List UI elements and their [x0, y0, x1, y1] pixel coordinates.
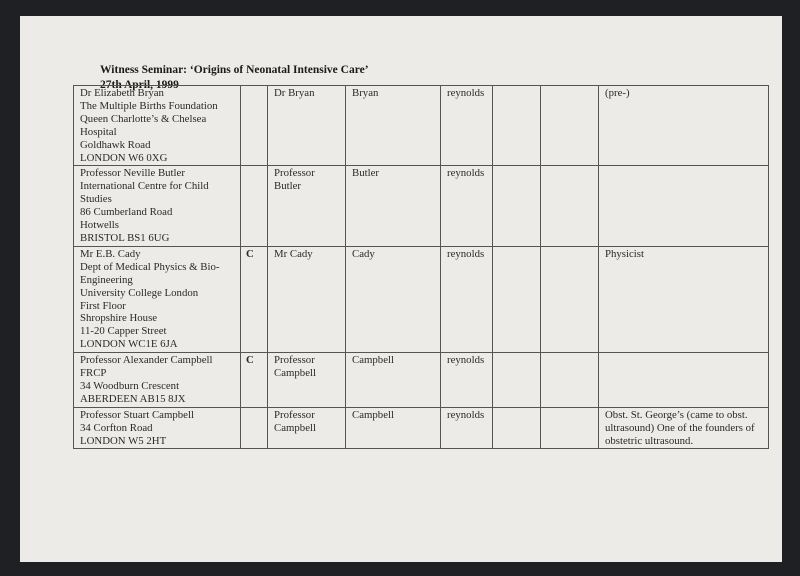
blank-cell — [541, 86, 599, 166]
address-cell: Professor Stuart Campbell 34 Corfton Road LONDON W5 2HT — [74, 407, 241, 449]
notes-cell — [599, 166, 769, 246]
contact-cell: reynolds — [441, 166, 493, 246]
salutation-cell: Dr Bryan — [268, 86, 346, 166]
blank-cell — [541, 407, 599, 449]
surname-cell: Cady — [346, 246, 441, 352]
blank-cell — [493, 353, 541, 408]
table-row — [74, 86, 769, 166]
notes-cell — [599, 353, 769, 408]
flag-cell: C — [241, 353, 268, 408]
notes-cell: Obst. St. George’s (came to obst. ultrasound) One of the founders of obstetric ultrasound. — [599, 407, 769, 449]
blank-cell — [541, 353, 599, 408]
notes-cell: Physicist — [599, 246, 769, 352]
contact-cell: reynolds — [441, 246, 493, 352]
salutation-cell: Professor Campbell — [268, 353, 346, 408]
surname-cell: Campbell — [346, 407, 441, 449]
blank-cell — [493, 86, 541, 166]
address-cell: Mr E.B. Cady Dept of Medical Physics & Bio- Engineering University College London First Floor Shropshire House 11-20 Capper Street LONDON WC1E 6JA — [74, 246, 241, 352]
blank-cell — [493, 166, 541, 246]
contact-cell: reynolds — [441, 407, 493, 449]
surname-cell: Campbell — [346, 353, 441, 408]
table-row — [74, 407, 769, 449]
address-cell: Professor Alexander Campbell FRCP 34 Woodburn Crescent ABERDEEN AB15 8JX — [74, 353, 241, 408]
notes-cell: (pre-) — [599, 86, 769, 166]
seminar-title: Witness Seminar: ‘Origins of Neonatal Intensive Care’ — [100, 64, 369, 76]
surname-cell: Butler — [346, 166, 441, 246]
participant-table — [73, 85, 769, 449]
flag-cell: C — [241, 246, 268, 352]
salutation-cell: Mr Cady — [268, 246, 346, 352]
contact-cell: reynolds — [441, 86, 493, 166]
flag-cell — [241, 166, 268, 246]
table-row — [74, 353, 769, 408]
flag-cell — [241, 86, 268, 166]
blank-cell — [493, 246, 541, 352]
contact-cell: reynolds — [441, 353, 493, 408]
blank-cell — [541, 166, 599, 246]
flag-cell — [241, 407, 268, 449]
salutation-cell: Professor Butler — [268, 166, 346, 246]
seminar-date: 27th April, 1999 — [100, 79, 179, 91]
blank-cell — [541, 246, 599, 352]
salutation-cell: Professor Campbell — [268, 407, 346, 449]
blank-cell — [493, 407, 541, 449]
table-row — [74, 246, 769, 352]
surname-cell: Bryan — [346, 86, 441, 166]
table-row — [74, 166, 769, 246]
address-cell: Dr Elizabeth Bryan The Multiple Births Foundation Queen Charlotte’s & Chelsea Hospital Goldhawk Road LONDON W6 0XG — [74, 86, 241, 166]
address-cell: Professor Neville Butler International Centre for Child Studies 86 Cumberland Road Hotwells BRISTOL BS1 6UG — [74, 166, 241, 246]
